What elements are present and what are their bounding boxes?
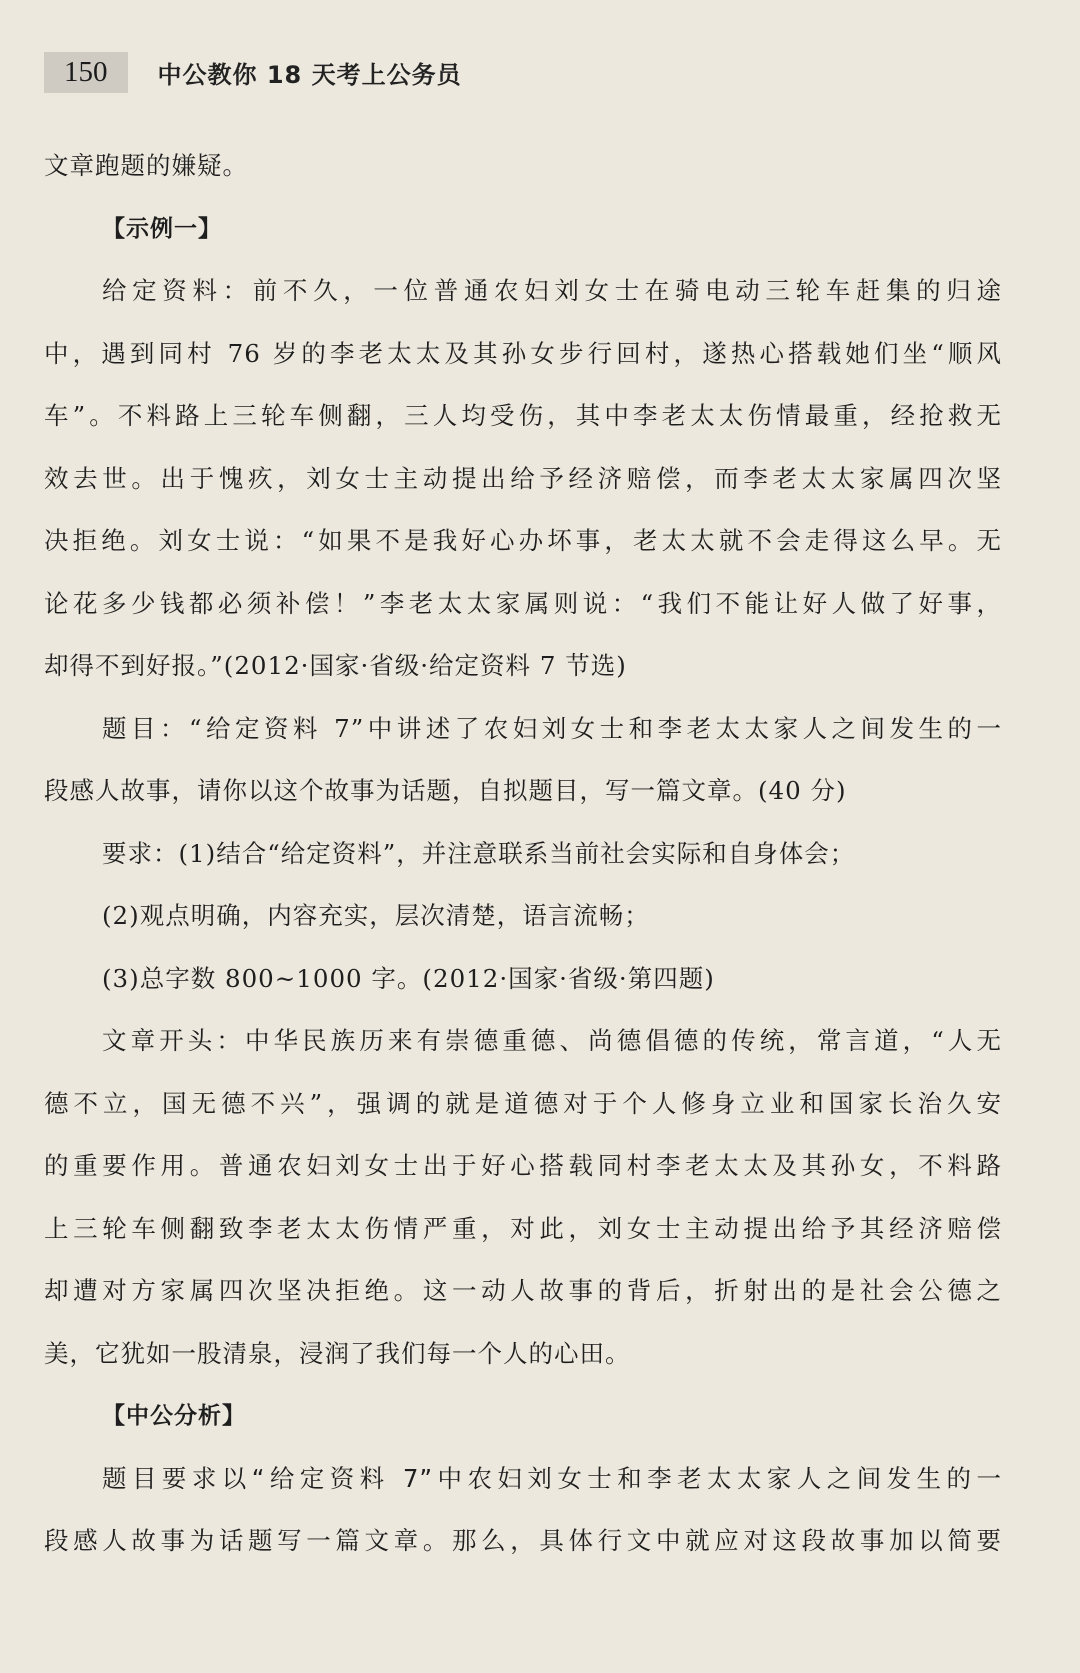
text-line: 却得不到好报。”(2012·国家·省级·给定资料 7 节选) xyxy=(44,651,627,680)
text-line: 给定资料：前不久，一位普通农妇刘女士在骑电动三轮车赶集的归途 xyxy=(102,276,1002,305)
text-line: 车”。不料路上三轮车侧翻，三人均受伤，其中李老太太伤情最重，经抢救无 xyxy=(44,401,1002,430)
page-number: 150 xyxy=(44,52,128,93)
body-text xyxy=(44,135,1002,1573)
text-line: 题目：“给定资料 7”中讲述了农妇刘女士和李老太太家人之间发生的一 xyxy=(102,713,1002,743)
text-line: 却遭对方家属四次坚决拒绝。这一动人故事的背后，折射出的是社会公德之 xyxy=(44,1276,1002,1305)
text-line: (2)观点明确，内容充实，层次清楚，语言流畅； xyxy=(102,901,650,930)
text-line: 决拒绝。刘女士说：“如果不是我好心办坏事，老太太就不会走得这么早。无 xyxy=(44,526,1002,555)
text-line: 效去世。出于愧疚，刘女士主动提出给予经济赔偿，而李老太太家属四次坚 xyxy=(44,463,1002,493)
text-line: 文章跑题的嫌疑。 xyxy=(44,151,248,180)
running-title: 中公教你 18 天考上公务员 xyxy=(157,60,462,89)
text-line: 段感人故事，请你以这个故事为话题，自拟题目，写一篇文章。(40 分) xyxy=(44,776,847,805)
text-line: 美，它犹如一股清泉，浸润了我们每一个人的心田。 xyxy=(44,1338,631,1368)
text-line: 论花多少钱都必须补偿！”李老太太家属则说：“我们不能让好人做了好事， xyxy=(44,588,1002,618)
page-header xyxy=(44,44,462,100)
text-line: 德不立，国无德不兴”，强调的就是道德对于个人修身立业和国家长治久安 xyxy=(44,1088,1002,1118)
text-line: 的重要作用。普通农妇刘女士出于好心搭载同村李老太太及其孙女，不料路 xyxy=(44,1151,1002,1180)
text-line: 段感人故事为话题写一篇文章。那么，具体行文中就应对这段故事加以简要 xyxy=(44,1526,1002,1555)
section-heading-example: 【示例一】 xyxy=(102,215,222,242)
text-line: (3)总字数 800~1000 字。(2012·国家·省级·第四题) xyxy=(102,963,715,993)
text-line: 要求：(1)结合“给定资料”，并注意联系当前社会实际和自身体会； xyxy=(102,838,856,868)
text-line: 题目要求以“给定资料 7”中农妇刘女士和李老太太家人之间发生的一 xyxy=(102,1463,1002,1493)
text-line: 上三轮车侧翻致李老太太伤情严重，对此，刘女士主动提出给予其经济赔偿 xyxy=(44,1213,1002,1243)
text-line: 中，遇到同村 76 岁的李老太太及其孙女步行回村，遂热心搭载她们坐“顺风 xyxy=(44,338,1002,368)
text-line: 文章开头：中华民族历来有崇德重德、尚德倡德的传统，常言道，“人无 xyxy=(102,1026,1002,1055)
section-heading-analysis: 【中公分析】 xyxy=(102,1403,246,1429)
